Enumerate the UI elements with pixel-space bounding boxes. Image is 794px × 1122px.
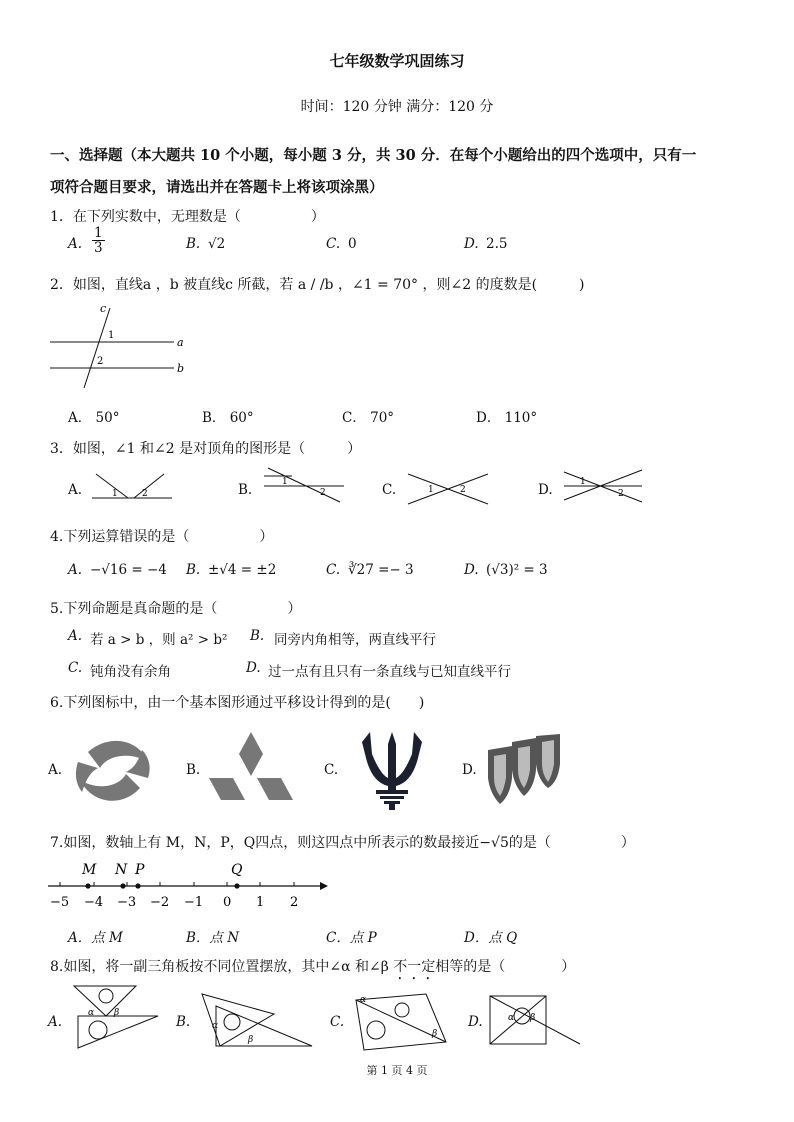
quad-outline [356, 994, 446, 1050]
trident-logo-icon [356, 728, 428, 812]
q1-option-b-text: √2 [208, 236, 226, 252]
point-m-label: M [82, 862, 97, 878]
point-n-label: N [115, 862, 128, 878]
q1-option-c-label: C. [326, 236, 341, 252]
q8-option-b-label: B. [176, 1014, 191, 1030]
angle-1-label: 1 [112, 489, 118, 499]
exam-info: 时间：120 分钟 满分：120 分 [300, 99, 494, 115]
q5-option-a-label: A. [68, 628, 83, 644]
question-6-stem: 6.下列图标中，由一个基本图形通过平移设计得到的是( ) [50, 695, 425, 711]
beta-label: β [248, 1035, 254, 1045]
tick-label: −3 [117, 895, 137, 910]
q2-option-b: B． 60° [202, 410, 254, 426]
diagonal-1 [490, 996, 546, 1044]
label-b: b [177, 362, 185, 375]
angle-1-label: 1 [282, 477, 288, 487]
point-n [120, 883, 125, 888]
q3-figure-c [404, 470, 492, 506]
q6-option-c-label: C. [324, 762, 339, 778]
q8-figure-d [486, 992, 584, 1048]
stem-text: 相等的是（ ） [435, 959, 576, 975]
page-title: 七年级数学巩固练习 [329, 52, 465, 70]
alpha-label: α [88, 1008, 95, 1018]
alpha-label: α [360, 995, 367, 1005]
axis-arrow [320, 882, 328, 890]
point-p [135, 883, 140, 888]
top-triangle [74, 986, 136, 1016]
q1-option-d-label: D. [464, 236, 479, 252]
q8-figure-c [350, 990, 450, 1054]
q4-option-d-label: D. [464, 562, 479, 578]
line-2 [564, 470, 642, 500]
tick-label: −1 [184, 895, 204, 910]
ray-right [134, 474, 164, 498]
q4-option-a-label: A. [68, 562, 83, 578]
q8-option-c-label: C. [330, 1014, 345, 1030]
q8-figure-a [66, 982, 164, 1052]
angle-1-label: 1 [580, 477, 586, 487]
fraction-denominator: 3 [94, 240, 103, 256]
stem-text: 8.如图，将一副三角板按不同位置摆放，其中∠α 和∠β [50, 959, 394, 975]
beta-label: β [114, 1008, 120, 1018]
q2-parallel-lines-figure [46, 302, 196, 390]
q5-option-d-label: D. [246, 660, 261, 676]
angle-1-label: 1 [428, 485, 434, 495]
q5-option-b-label: B. [250, 628, 265, 644]
angle-2-label: 2 [142, 489, 148, 499]
point-q [234, 883, 239, 888]
question-3-stem: 3．如图，∠1 和∠2 是对顶角的图形是（ ） [50, 441, 362, 457]
q1-option-a-label: A. [68, 236, 83, 252]
fraction-numerator: 1 [94, 225, 103, 241]
label-angle-1: 1 [108, 330, 115, 341]
tri-shield-logo-icon [486, 734, 562, 806]
tick-label: 1 [256, 895, 265, 910]
question-7-stem: 7.如图，数轴上有 M，N，P，Q四点，则这四点中所表示的数最接近−√5的是（ ） [50, 835, 635, 851]
hole [367, 1021, 385, 1039]
tick-label: 2 [290, 895, 299, 910]
q4-option-b-label: B. [186, 562, 201, 578]
q6-option-a-label: A. [48, 762, 63, 778]
alpha-label: α [508, 1013, 515, 1023]
question-8-stem [50, 956, 575, 983]
q7-option-c: C．点 P [326, 930, 377, 946]
tick-label: −2 [150, 895, 170, 910]
transversal [268, 468, 340, 502]
question-5-stem: 5.下列命题是真命题的是（ ） [50, 601, 302, 617]
angle-2-label: 2 [320, 488, 326, 498]
tick-label: −5 [50, 895, 70, 910]
q5-option-a-text: 若 a > b ，则 a² > b² [90, 632, 228, 648]
q1-option-c-text: 0 [348, 236, 357, 252]
beta-label: β [530, 1013, 536, 1023]
page-number: 第 1 页 4 页 [366, 1064, 428, 1077]
q2-option-d: D． 110° [476, 410, 538, 426]
line-1 [564, 472, 642, 502]
question-2-stem: 2．如图，直线a ，b 被直线c 所截，若 a / /b ，∠1 = 70° ，则∠2 的度数是( ) [50, 277, 585, 293]
question-4-stem: 4.下列运算错误的是（ ） [50, 529, 274, 545]
q2-option-a: A． 50° [68, 410, 120, 426]
q8-option-d-label: D. [468, 1014, 483, 1030]
line-c [84, 308, 110, 388]
point-p-label: P [135, 862, 145, 878]
label-c: c [100, 302, 107, 315]
q1-option-d-text: 2.5 [486, 236, 508, 252]
q5-option-c-text: 钝角没有余角 [90, 664, 171, 680]
q4-option-c-text: ∛27 =− 3 [348, 562, 414, 578]
q4-option-a-text: −√16 = −4 [90, 562, 167, 578]
point-m [85, 883, 90, 888]
q1-option-b-label: B. [186, 236, 201, 252]
triangle-1 [202, 994, 274, 1046]
q5-option-d-text: 过一点有且只有一条直线与已知直线平行 [268, 664, 511, 680]
q4-option-c-label: C. [326, 562, 341, 578]
swirl-logo-icon [68, 732, 156, 808]
emphasized-text: 不一定 [393, 959, 436, 975]
hole [395, 1003, 409, 1017]
point-q-label: Q [231, 862, 243, 878]
q1-option-a-fraction [92, 226, 105, 255]
bottom-triangle [78, 1016, 158, 1048]
tick-label: 0 [223, 895, 232, 910]
hole [224, 1014, 240, 1030]
q8-figure-b [196, 990, 318, 1052]
q5-option-b-text: 同旁内角相等，两直线平行 [274, 632, 436, 648]
q7-option-d: D．点 Q [464, 930, 518, 946]
angle-2-label: 2 [460, 485, 466, 495]
q7-option-a: A．点 M [68, 930, 123, 946]
q3-option-c-label: C. [382, 482, 397, 498]
q3-option-a-label: A. [68, 482, 83, 498]
q4-option-b-text: ±√4 = ±2 [208, 562, 277, 578]
q3-figure-b [262, 464, 346, 504]
q2-option-c: C． 70° [342, 410, 395, 426]
hole [89, 1021, 107, 1039]
tick-label: −4 [84, 895, 104, 910]
q7-number-line [44, 856, 334, 912]
label-a: a [177, 336, 184, 349]
q3-option-b-label: B. [238, 482, 253, 498]
q4-option-d-text: (√3)² = 3 [486, 562, 548, 578]
question-1-stem: 1．在下列实数中，无理数是（ ） [50, 209, 325, 225]
q3-figure-a [90, 470, 174, 502]
label-angle-2: 2 [97, 356, 104, 367]
alpha-label: α [212, 1021, 219, 1031]
q3-figure-d [560, 466, 646, 506]
section-heading-line2: 项符合题目要求，请选出并在答题卡上将该项涂黑） [50, 179, 384, 196]
q7-option-b: B．点 N [186, 930, 240, 946]
hole [99, 989, 113, 1003]
angle-2-label: 2 [618, 489, 624, 499]
three-diamond-logo-icon [206, 730, 296, 806]
beta-label: β [432, 1029, 438, 1039]
q3-option-d-label: D. [538, 482, 553, 498]
q6-option-b-label: B. [186, 762, 201, 778]
q5-option-c-label: C. [68, 660, 83, 676]
q6-option-d-label: D. [462, 762, 477, 778]
q8-option-a-label: A. [48, 1014, 63, 1030]
section-heading-line1: 一、选择题（本大题共 10 个小题，每小题 3 分，共 30 分．在每个小题给出的四个选项中，只有一 [50, 147, 697, 164]
